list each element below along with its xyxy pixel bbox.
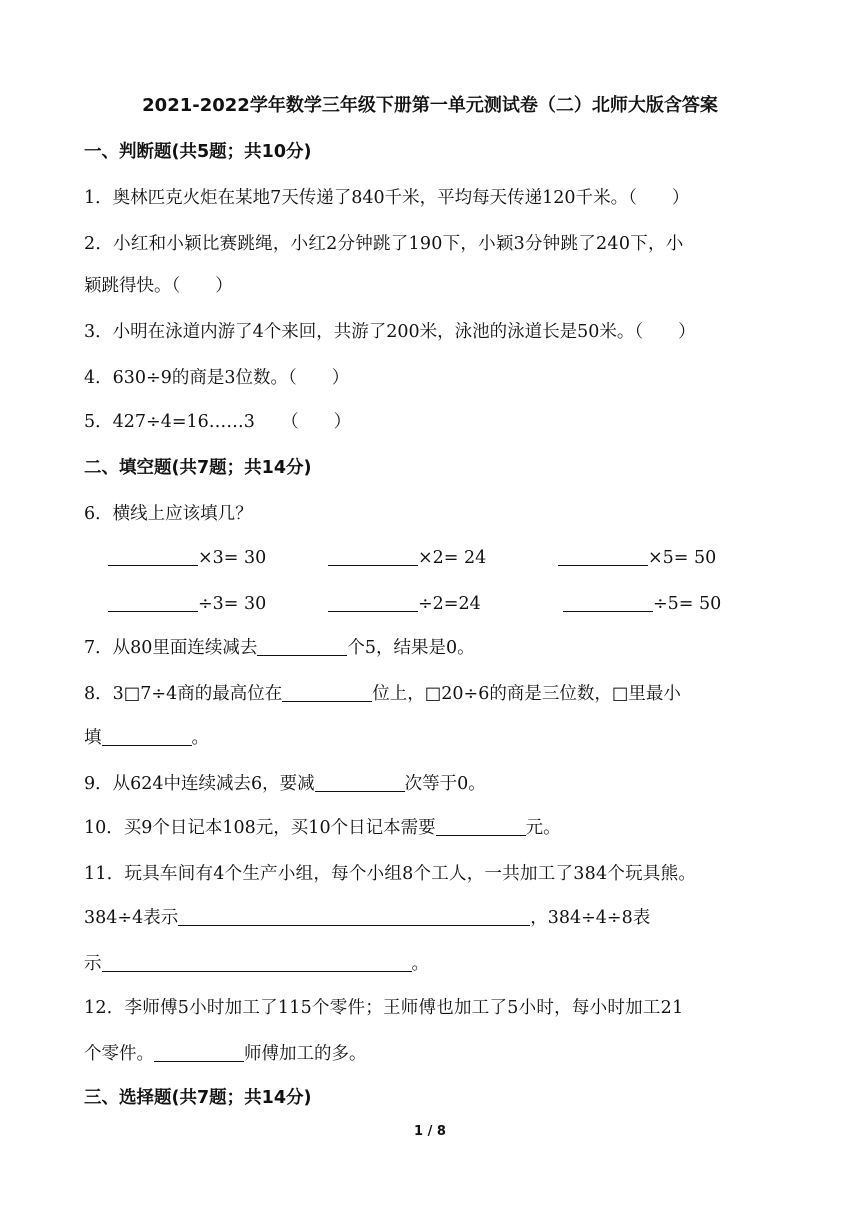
q11-text-d: 示 [84, 954, 102, 974]
q8-text-b: 位上，□20÷6的商是三位数，□里最小 [372, 684, 681, 704]
q6-item-4 [108, 590, 266, 618]
question-10 [84, 814, 561, 842]
answer-blank[interactable] [315, 771, 405, 792]
page-number: 1 / 8 [414, 1124, 446, 1139]
q6-item-5 [328, 590, 481, 618]
q11-text-c: ，384÷4÷8表 [530, 908, 651, 928]
q7-text-b: 个5，结果是0。 [347, 638, 475, 658]
question-11-line-2 [84, 904, 650, 932]
question-9 [84, 770, 486, 798]
answer-blank[interactable] [154, 1041, 244, 1062]
q6-item-text: ×3= 30 [198, 548, 267, 568]
answer-blank[interactable] [257, 635, 347, 656]
q6-item-text: ÷5= 50 [653, 594, 722, 614]
question-12-line-2 [84, 1040, 367, 1068]
q8-text-a: 8．3□7÷4商的最高位在 [84, 684, 283, 704]
answer-blank[interactable] [282, 681, 372, 702]
page-title: 2021-2022学年数学三年级下册第一单元测试卷（二）北师大版含答案 [142, 95, 718, 116]
q6-item-6 [563, 590, 721, 618]
question-2-line-2: 颖跳得快。（ ） [84, 276, 233, 296]
q12-text-c: 师傅加工的多。 [244, 1044, 367, 1064]
q6-item-1 [108, 544, 266, 572]
answer-blank[interactable] [108, 591, 198, 612]
q11-text-e: 。 [411, 954, 429, 974]
q6-item-3 [558, 544, 716, 572]
q6-item-text: ÷2=24 [418, 594, 481, 614]
section-heading-choice: 三、选择题(共7题；共14分) [84, 1088, 312, 1108]
question-7 [84, 634, 475, 662]
q6-item-text: ×2= 24 [418, 548, 487, 568]
question-12-line-1: 12．李师傅5小时加工了115个零件；王师傅也加工了5小时，每小时加工21 [84, 998, 684, 1018]
question-11-line-1: 11．玩具车间有4个生产小组，每个小组8个工人，一共加工了384个玩具熊。 [84, 864, 697, 884]
answer-blank[interactable] [436, 815, 526, 836]
question-3: 3．小明在泳道内游了4个来回，共游了200米，泳池的泳道长是50米。（ ） [84, 322, 696, 342]
q8-text-d: 。 [191, 728, 209, 748]
answer-blank[interactable] [563, 591, 653, 612]
answer-blank[interactable] [108, 545, 198, 566]
answer-blank[interactable] [178, 905, 530, 926]
section-heading-fill-blank: 二、填空题(共7题；共14分) [84, 458, 312, 478]
question-4: 4．630÷9的商是3位数。（ ） [84, 368, 350, 388]
answer-blank[interactable] [328, 591, 418, 612]
q6-item-text: ÷3= 30 [198, 594, 267, 614]
question-2-line-1: 2．小红和小颖比赛跳绳，小红2分钟跳了190下，小颖3分钟跳了240下，小 [84, 234, 684, 254]
answer-blank[interactable] [102, 951, 412, 972]
question-11-line-3 [84, 950, 429, 978]
question-8-line-2 [84, 724, 209, 752]
question-5: 5．427÷4=16……3 （ ） [84, 412, 352, 432]
q8-text-c: 填 [84, 728, 102, 748]
section-heading-judgment: 一、判断题(共5题；共10分) [84, 142, 312, 162]
answer-blank[interactable] [102, 725, 192, 746]
answer-blank[interactable] [328, 545, 418, 566]
q11-text-b: 384÷4表示 [84, 908, 179, 928]
q7-text-a: 7．从80里面连续减去 [84, 638, 258, 658]
answer-blank[interactable] [558, 545, 648, 566]
question-1: 1．奥林匹克火炬在某地7天传递了840千米，平均每天传递120千米。（ ） [84, 188, 690, 208]
question-8-line-1 [84, 680, 681, 708]
q9-text-b: 次等于0。 [404, 774, 486, 794]
q6-item-2 [328, 544, 486, 572]
question-6: 6．横线上应该填几？ [84, 504, 253, 524]
q9-text-a: 9．从624中连续减去6，要减 [84, 774, 315, 794]
q12-text-b: 个零件。 [84, 1044, 154, 1064]
q10-text-b: 元。 [525, 818, 561, 838]
q10-text-a: 10．买9个日记本108元，买10个日记本需要 [84, 818, 436, 838]
q6-item-text: ×5= 50 [648, 548, 717, 568]
